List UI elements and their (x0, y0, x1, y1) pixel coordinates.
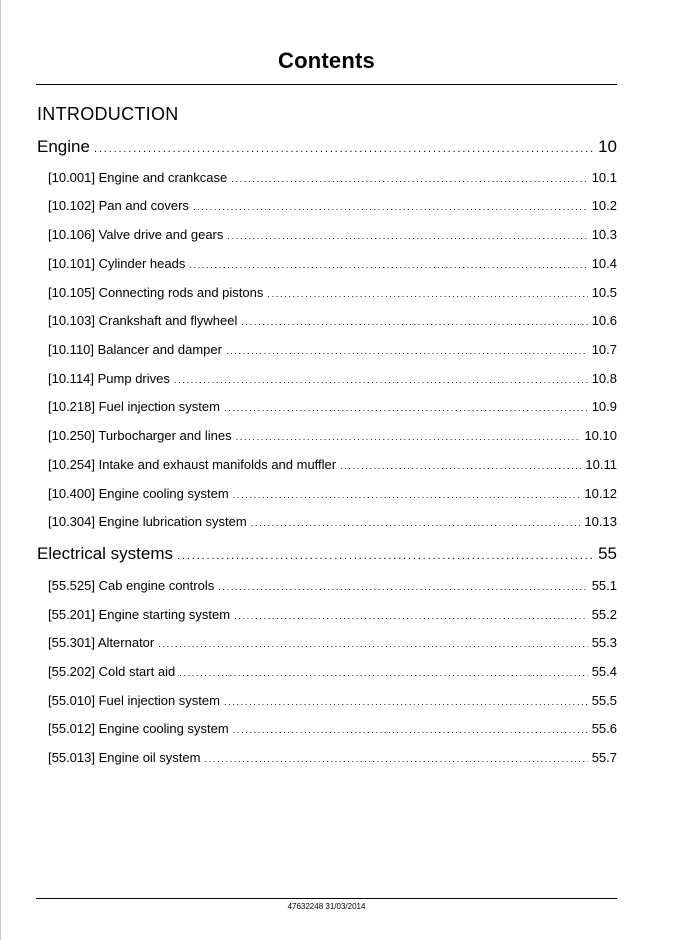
toc-item[interactable] (48, 693, 617, 711)
toc-item-label: [10.304] Engine lubrication system (48, 514, 247, 529)
toc-item[interactable] (48, 313, 617, 331)
toc-item-label: [55.201] Engine starting system (48, 607, 231, 622)
dot-leader (233, 486, 581, 501)
toc-item-page: 10.2 (591, 198, 617, 213)
footer-divider (36, 898, 617, 899)
toc-item[interactable] (48, 399, 617, 417)
dot-leader (234, 607, 588, 622)
dot-leader (241, 313, 587, 328)
dot-leader (158, 635, 587, 650)
toc-section-label: Electrical systems (37, 544, 174, 563)
toc-item-label: [10.001] Engine and crankcase (48, 170, 228, 185)
dot-leader (226, 342, 588, 357)
dot-leader (193, 198, 588, 213)
dot-leader (174, 371, 588, 386)
toc-item-page: 10.6 (591, 313, 617, 328)
toc-item[interactable] (48, 750, 617, 768)
toc-item[interactable] (48, 285, 617, 303)
dot-leader (204, 750, 587, 765)
dot-leader (340, 457, 581, 472)
toc-item-page: 55.4 (591, 664, 617, 679)
toc-item-label: [55.013] Engine oil system (48, 750, 201, 765)
introduction-heading[interactable]: INTRODUCTION (37, 104, 179, 124)
toc-item-label: [55.525] Cab engine controls (48, 578, 215, 593)
toc-item-label: [10.102] Pan and covers (48, 198, 189, 213)
dot-leader (224, 693, 588, 708)
toc-item[interactable] (48, 635, 617, 653)
toc-item-page: 10.8 (591, 371, 617, 386)
toc-item[interactable] (48, 198, 617, 216)
dot-leader (179, 664, 587, 679)
toc-item-page: 10.10 (584, 428, 617, 443)
toc-item-page: 10.12 (584, 486, 617, 501)
toc-item[interactable] (48, 457, 617, 475)
dot-leader (233, 721, 588, 736)
toc-item-label: [55.012] Engine cooling system (48, 721, 229, 736)
toc-item-label: [10.400] Engine cooling system (48, 486, 229, 501)
toc-item-label: [10.250] Turbocharger and lines (48, 428, 232, 443)
dot-leader (177, 544, 594, 564)
page-edge (0, 0, 1, 940)
toc-item-label: [55.202] Cold start aid (48, 664, 176, 679)
toc-item-label: [10.110] Balancer and damper (48, 342, 222, 357)
toc-item-page: 10.7 (591, 342, 617, 357)
dot-leader (94, 137, 594, 157)
toc-item-page: 10.1 (591, 170, 617, 185)
toc-item-label: [55.010] Fuel injection system (48, 693, 220, 708)
toc-item-label: [10.103] Crankshaft and flywheel (48, 313, 238, 328)
dot-leader (218, 578, 587, 593)
dot-leader (227, 227, 587, 242)
toc-item-page: 55.7 (591, 750, 617, 765)
toc-item-page: 55.1 (591, 578, 617, 593)
toc-item[interactable] (48, 256, 617, 274)
toc-item-page: 10.9 (591, 399, 617, 414)
toc-item-page: 10.3 (591, 227, 617, 242)
toc-item-label: [10.106] Valve drive and gears (48, 227, 224, 242)
toc-item-label: [10.105] Connecting rods and pistons (48, 285, 264, 300)
toc-item[interactable] (48, 486, 617, 504)
toc-item[interactable] (48, 721, 617, 739)
toc-item-label: [10.114] Pump drives (48, 371, 170, 386)
dot-leader (236, 428, 581, 443)
toc-item[interactable] (48, 664, 617, 682)
footer-doc-id: 47632248 31/03/2014 (287, 902, 366, 911)
page-title: Contents (278, 48, 375, 73)
dot-leader (189, 256, 587, 271)
toc-item-page: 10.4 (591, 256, 617, 271)
toc-item[interactable] (48, 607, 617, 625)
dot-leader (224, 399, 588, 414)
toc-section-page: 10 (598, 137, 617, 156)
dot-leader (267, 285, 587, 300)
toc-item-page: 10.11 (585, 457, 617, 472)
toc-item-page: 55.3 (591, 635, 617, 650)
toc-item-page: 10.13 (584, 514, 617, 529)
toc-item[interactable] (48, 342, 617, 360)
toc-item[interactable] (48, 170, 617, 188)
toc-section-engine[interactable] (37, 137, 617, 159)
toc-item-label: [10.101] Cylinder heads (48, 256, 186, 271)
toc-item[interactable] (48, 578, 617, 596)
toc-item-page: 55.2 (591, 607, 617, 622)
toc-item[interactable] (48, 227, 617, 245)
toc-item-label: [10.218] Fuel injection system (48, 399, 220, 414)
toc-section-page: 55 (598, 544, 617, 563)
toc-item-page: 55.6 (591, 721, 617, 736)
toc-item[interactable] (48, 371, 617, 389)
toc-item-page: 55.5 (591, 693, 617, 708)
toc-section-label: Engine (37, 137, 90, 156)
toc-item-label: [55.301] Alternator (48, 635, 155, 650)
dot-leader (251, 514, 581, 529)
title-divider (36, 84, 617, 85)
dot-leader (231, 170, 587, 185)
toc-section-electrical-systems[interactable] (37, 544, 617, 566)
toc-item[interactable] (48, 428, 617, 446)
toc-item-page: 10.5 (591, 285, 617, 300)
toc-item-label: [10.254] Intake and exhaust manifolds and muffler (48, 457, 337, 472)
toc-item[interactable] (48, 514, 617, 532)
